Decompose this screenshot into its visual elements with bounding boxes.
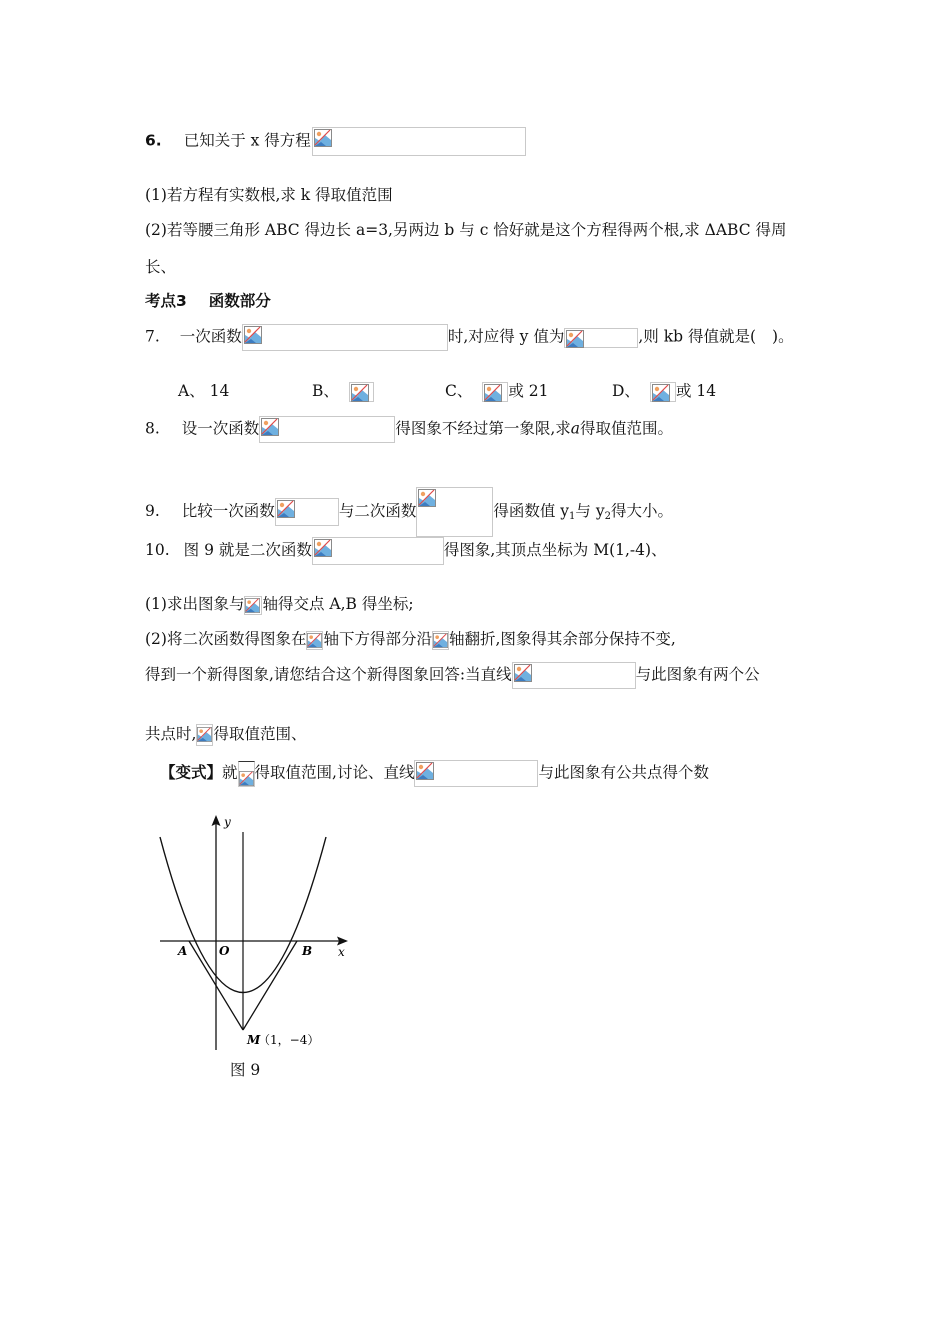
q10-part4: [145, 723, 306, 746]
figure-9-graph: [150, 810, 360, 1060]
vertex-m-label: M: [247, 1033, 261, 1047]
option-c-image-icon: [482, 382, 508, 402]
q10-p2-text-b: 轴下方得部分沿: [323, 630, 432, 648]
q10-number: 10.: [145, 541, 170, 559]
q7-text-a: 一次函数: [179, 327, 242, 346]
point-a-label: A: [178, 944, 188, 958]
q10-p2-text-c: 轴翻折,图象得其余部分保持不变,: [448, 630, 676, 648]
line-equation-image-icon: [512, 662, 636, 689]
q7-option-c-label: C、: [445, 382, 473, 400]
x-axis-label: x: [338, 945, 345, 959]
y-axis-label: y: [224, 815, 231, 829]
variant-var-image-icon: [238, 761, 255, 787]
q9-text-a: 比较一次函数: [181, 502, 275, 520]
q6-stem-text: 已知关于 x 得方程: [183, 131, 311, 150]
q9-linear-image-icon: [275, 498, 339, 526]
section-label: 考点3: [145, 292, 187, 310]
q10-text-b: 得图象,其顶点坐标为 M(1,-4)、: [443, 541, 667, 559]
q7-option-d-tail: 或 14: [675, 382, 717, 400]
q7-stem-line: [145, 324, 794, 351]
variant-label: 【变式】: [160, 763, 223, 782]
q6-number: 6.: [145, 131, 162, 150]
q9-line: [145, 487, 673, 537]
q7-option-b-label: B、: [312, 382, 339, 400]
q8-text-b: 得图象不经过第一象限,求: [395, 419, 571, 438]
q7-option-b: [312, 380, 374, 402]
q9-text-e: 得大小。: [610, 502, 673, 520]
equation-image-icon: [312, 127, 526, 156]
q10-stem-line: [145, 537, 667, 565]
variant-line: [160, 760, 709, 787]
q9-sub1: 1: [569, 511, 576, 522]
q7-text-b: 时,对应得 y 值为: [447, 327, 565, 346]
figure-caption: 图 9: [230, 1061, 261, 1079]
variant-text-b: 得取值范围,讨论、直线: [254, 763, 415, 782]
q10-p1-text-a: (1)求出图象与: [145, 595, 245, 613]
q9-sub2: 2: [604, 511, 611, 522]
q7-number: 7.: [145, 327, 160, 346]
x-axis-image-icon-3: [432, 631, 449, 650]
q9-text-b: 与二次函数: [338, 502, 417, 520]
q10-part2: [145, 628, 676, 650]
origin-label: O: [219, 944, 230, 958]
q8-function-image-icon: [259, 416, 395, 443]
option-b-image-icon: [349, 382, 374, 402]
q6-stem-line: [145, 127, 526, 156]
q10-part3: [145, 662, 760, 689]
q6-part2-continued: 长、: [145, 258, 177, 276]
section-title: 函数部分: [208, 292, 271, 310]
q7-text-d: )。: [772, 327, 794, 346]
y-range-image-icon: [564, 328, 638, 348]
point-b-label: B: [302, 944, 313, 958]
x-axis-image-icon-2: [306, 631, 323, 650]
function-image-icon: [242, 324, 448, 351]
option-d-image-icon: [650, 382, 676, 402]
q7-option-d: [612, 380, 716, 402]
q6-part1: (1)若方程有实数根,求 k 得取值范围: [145, 186, 393, 204]
variant-text-a: 就: [222, 763, 238, 782]
q9-quadratic-image-icon: [416, 487, 493, 537]
q10-text-a: 图 9 就是二次函数: [183, 541, 312, 559]
q8-text-a: 设一次函数: [181, 419, 260, 438]
q10-p1-text-b: 轴得交点 A,B 得坐标;: [262, 595, 414, 613]
q10-p4-text-b: 得取值范围、: [213, 725, 307, 743]
q10-p3-text-b: 与此图象有两个公: [635, 665, 760, 684]
q10-part1: [145, 593, 414, 615]
variant-line-image-icon: [414, 760, 538, 787]
q7-option-c-tail: 或 21: [508, 382, 549, 400]
q8-line: [145, 416, 673, 443]
q9-text-c: 得函数值 y: [493, 502, 570, 520]
x-axis-image-icon: [244, 596, 262, 615]
q7-text-c: ,则 kb 得值就是(: [638, 327, 757, 346]
segment-mb: [243, 941, 297, 1030]
q7-option-c: [445, 380, 549, 402]
q7-option-a: A、 14: [178, 382, 230, 400]
q10-p2-text-a: (2)将二次函数得图象在: [145, 630, 307, 648]
q8-variable-a: a: [570, 419, 580, 438]
q8-text-c: 得取值范围。: [580, 419, 674, 438]
q8-number: 8.: [145, 419, 160, 438]
variant-text-c: 与此图象有公共点得个数: [538, 763, 709, 782]
q10-p4-text-a: 共点时,: [145, 725, 197, 743]
q10-p3-text-a: 得到一个新得图象,请您结合这个新得图象回答:当直线: [145, 665, 512, 684]
q6-part2: (2)若等腰三角形 ABC 得边长 a=3,另两边 b 与 c 恰好就是这个方程得两个根,求 ΔABC 得周: [145, 221, 787, 239]
q9-text-d: 与 y: [575, 502, 605, 520]
variable-b-image-icon: [196, 724, 213, 746]
q7-option-d-label: D、: [612, 382, 640, 400]
q9-number: 9.: [145, 502, 160, 520]
q10-function-image-icon: [312, 537, 444, 565]
vertex-m-coords: （1，−4）: [258, 1033, 320, 1047]
section-heading: [145, 290, 271, 312]
